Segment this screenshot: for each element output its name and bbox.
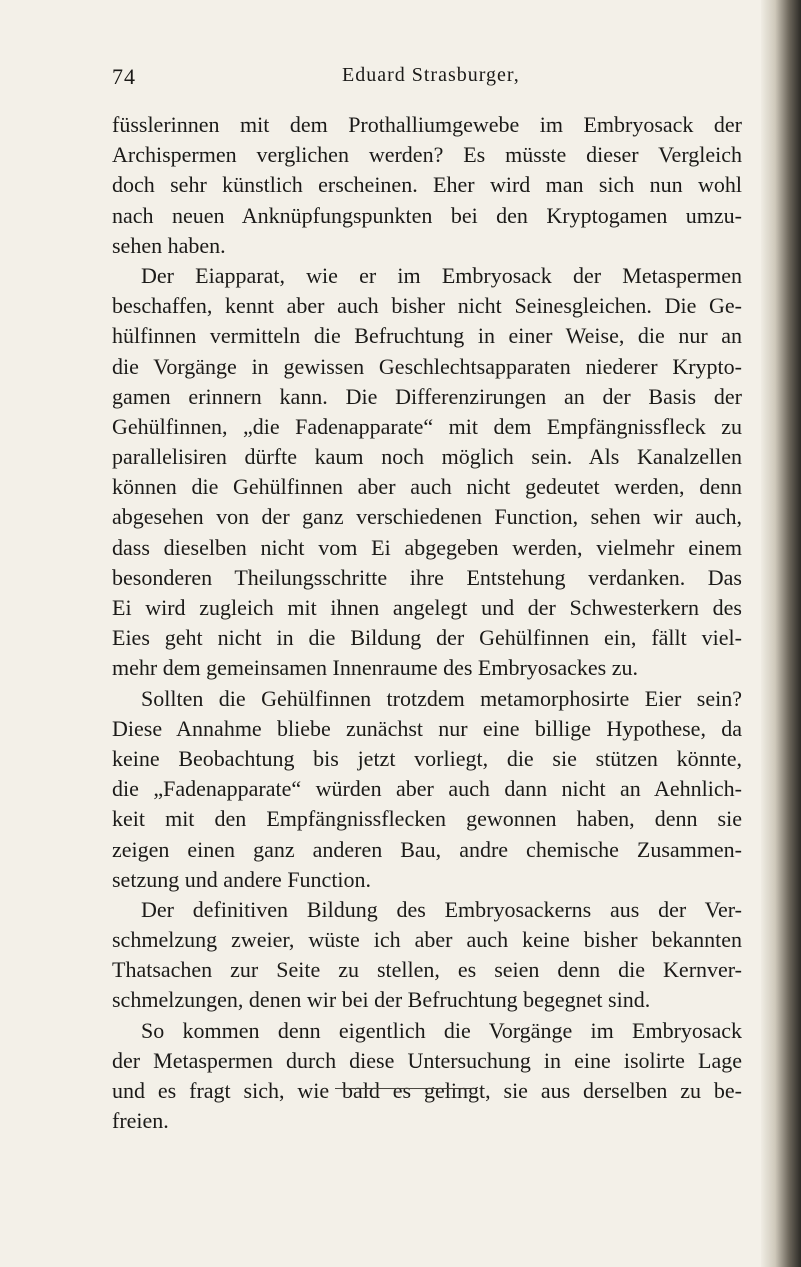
text-line: dass dieselben nicht vom Ei abgegeben werden, vielmehr einem (112, 534, 742, 560)
text-line: nach neuen Anknüpfungspunkten bei den Kryptogamen umzu- (112, 202, 742, 228)
text-line: abgesehen von der ganz verschiedenen Function, sehen wir auch, (112, 504, 742, 530)
text-line: Diese Annahme bliebe zunächst nur eine billige Hypothese, da (112, 715, 742, 741)
body-text (112, 110, 742, 1136)
text-line: mehr dem gemeinsamen Innenraume des Embryosackes zu. (112, 655, 638, 681)
text-line: parallelisiren dürfte kaum noch möglich sein. Als Kanalzellen (112, 444, 742, 470)
footer-rule (335, 1088, 475, 1089)
text-line: freien. (112, 1108, 169, 1134)
text-line: Ei wird zugleich mit ihnen angelegt und der Schwesterkern des (112, 595, 742, 620)
text-line: Der definitiven Bildung des Embryosackerns aus der Ver- (141, 896, 742, 922)
text-line: füsslerinnen mit dem Prothalliumgewebe im Embryosack der (112, 112, 742, 137)
text-line: Sollten die Gehülfinnen trotzdem metamorphosirte Eier sein? (141, 685, 742, 711)
text-line: und es fragt sich, wie bald es gelingt, sie aus derselben zu be- (112, 1078, 742, 1103)
text-line: die „Fadenapparate“ würden aber auch dann nicht an Aehnlich- (112, 776, 742, 802)
text-line: beschaffen, kennt aber auch bisher nicht Seinesgleichen. Die Ge- (112, 293, 742, 319)
running-title: Eduard Strasburger, (342, 64, 520, 86)
text-line: zeigen einen ganz anderen Bau, andre chemische Zusammen- (112, 836, 742, 862)
text-line: sehen haben. (112, 232, 226, 258)
text-line: Thatsachen zur Seite zu stellen, es seien denn die Kernver- (112, 957, 742, 983)
text-line: gamen erinnern kann. Die Differenzirungen an der Basis der (112, 383, 742, 409)
text-line: hülfinnen vermitteln die Befruchtung in einer Weise, die nur an (112, 323, 742, 349)
text-line: schmelzung zweier, wüste ich aber auch keine bisher bekannten (112, 927, 742, 953)
text-line: schmelzungen, denen wir bei der Befruchtung begegnet sind. (112, 987, 651, 1013)
text-line: können die Gehülfinnen aber auch nicht gedeutet werden, denn (112, 474, 742, 500)
text-line: besonderen Theilungsschritte ihre Entstehung verdanken. Das (112, 564, 742, 590)
page-edge-shadow (761, 0, 801, 1267)
text-line: Eies geht nicht in die Bildung der Gehülfinnen ein, fällt viel- (112, 625, 742, 651)
text-line: keine Beobachtung bis jetzt vorliegt, die sie stützen könnte, (112, 745, 742, 771)
text-line: doch sehr künstlich erscheinen. Eher wird man sich nun wohl (112, 172, 742, 198)
text-line: der Metaspermen durch diese Untersuchung in eine isolirte Lage (112, 1047, 742, 1073)
text-line: Der Eiapparat, wie er im Embryosack der Metaspermen (141, 262, 742, 288)
text-line: die Vorgänge in gewissen Geschlechtsapparaten niederer Krypto- (112, 353, 742, 379)
text-line: Gehülfinnen, „die Fadenapparate“ mit dem Empfängnissfleck zu (112, 413, 742, 439)
text-line: Archispermen verglichen werden? Es müsste dieser Vergleich (112, 142, 742, 168)
text-line: setzung und andere Function. (112, 866, 372, 892)
page-number: 74 (112, 64, 136, 89)
text-line: So kommen denn eigentlich die Vorgänge im Embryosack (141, 1017, 742, 1043)
text-line: keit mit den Empfängnissflecken gewonnen haben, denn sie (112, 806, 742, 832)
running-head (112, 64, 712, 98)
